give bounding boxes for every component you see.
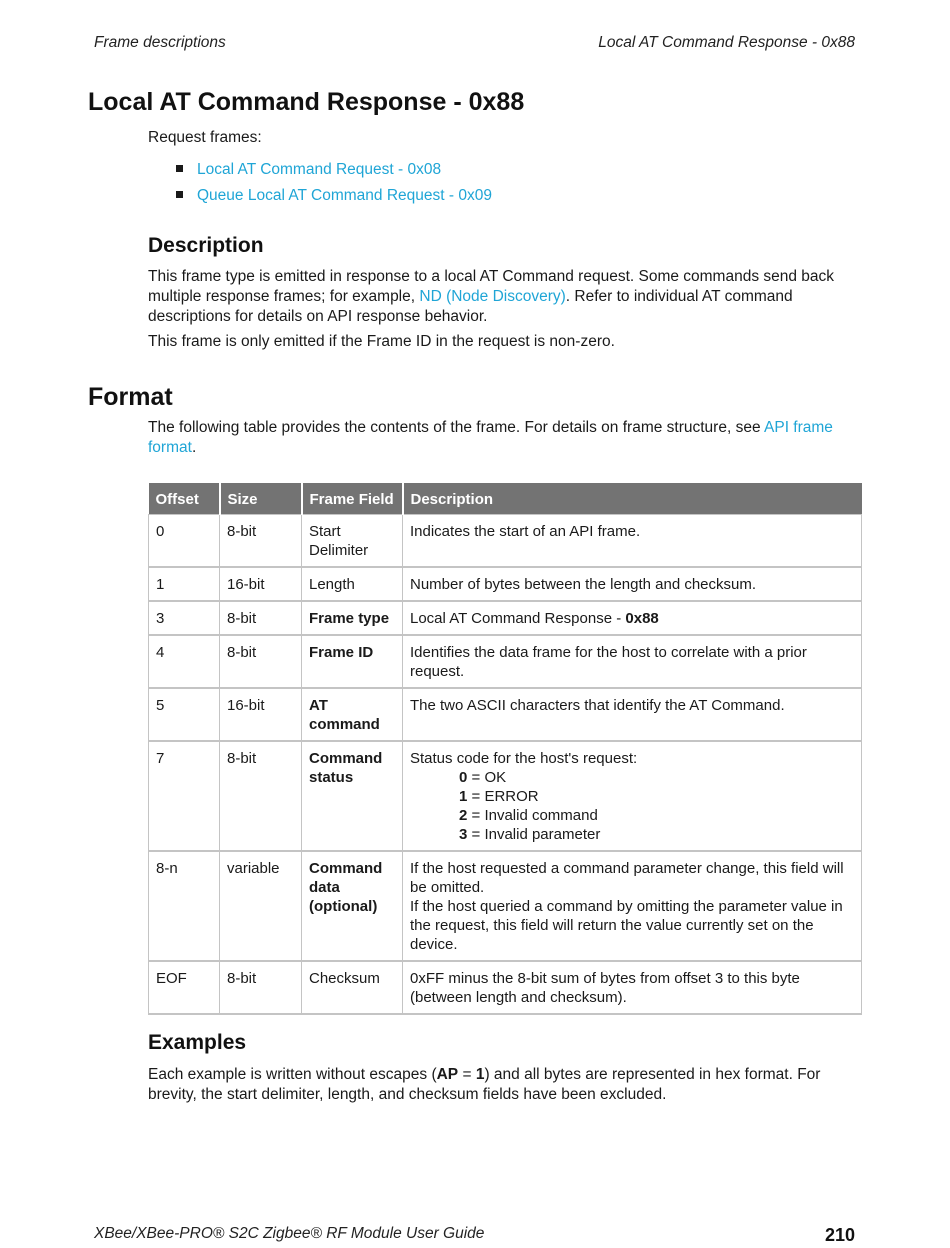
cell-size: 16-bit	[220, 688, 302, 741]
description-text: This frame type is emitted in response to a local AT Command request. Some commands send back multiple response frames; for example,	[148, 268, 835, 305]
bullet-icon	[176, 165, 183, 172]
column-header-size: Size	[220, 483, 302, 515]
frame-type-value: 0x88	[625, 610, 659, 627]
ap-setting: AP	[436, 1066, 459, 1083]
table-row	[149, 515, 862, 568]
examples-text: Each example is written without escapes (	[148, 1066, 437, 1083]
frame-type-text: Local AT Command Response -	[410, 610, 626, 627]
description-note: This frame is only emitted if the Frame ID in the request is non-zero.	[148, 333, 615, 350]
cell-field: Command data (optional)	[302, 851, 403, 961]
status-code-text: = OK	[467, 769, 507, 786]
description-heading: Description	[148, 234, 264, 257]
table-row	[149, 741, 862, 851]
cell-field: Frame type	[302, 601, 403, 635]
list-item	[176, 160, 492, 186]
description-paragraph	[148, 267, 858, 327]
cell-offset: 5	[149, 688, 220, 741]
cell-description	[403, 741, 862, 851]
cell-description: Number of bytes between the length and checksum.	[403, 567, 862, 601]
request-frame-link[interactable]: Local AT Command Request - 0x08	[197, 161, 442, 178]
column-header-offset: Offset	[149, 483, 220, 515]
column-header-description: Description	[403, 483, 862, 515]
cell-field: Length	[302, 567, 403, 601]
format-text-end: .	[191, 439, 197, 456]
column-header-frame-field: Frame Field	[302, 483, 403, 515]
command-data-desc-1: If the host requested a command parameter change, this field will be omitted.	[410, 860, 844, 896]
status-code: 2	[459, 807, 468, 824]
cell-description	[403, 601, 862, 635]
examples-text-eq: =	[458, 1066, 476, 1083]
status-code-text: = ERROR	[467, 788, 539, 805]
ap-value: 1	[475, 1066, 485, 1083]
cell-description: 0xFF minus the 8-bit sum of bytes from offset 3 to this byte (between length and checksum).	[403, 961, 862, 1014]
cell-size: variable	[220, 851, 302, 961]
format-text: The following table provides the contents of the frame. For details on frame structure, see	[148, 419, 765, 436]
command-data-desc-2: If the host queried a command by omitting the parameter value in the request, this field will return the value currently set on the device.	[410, 898, 843, 953]
cell-field: Checksum	[302, 961, 403, 1014]
cell-size: 8-bit	[220, 601, 302, 635]
cell-field: AT command	[302, 688, 403, 741]
format-heading: Format	[88, 383, 173, 411]
status-code-text: = Invalid parameter	[467, 826, 601, 843]
cell-offset: 0	[149, 515, 220, 568]
cell-size: 8-bit	[220, 741, 302, 851]
status-code-line	[410, 825, 855, 844]
status-code-line	[410, 806, 855, 825]
page-title: Local AT Command Response - 0x88	[88, 88, 525, 116]
request-frames-label: Request frames:	[148, 129, 262, 146]
cell-description	[403, 851, 862, 961]
examples-text-end: ) and all bytes are represented in hex format. For brevity, the start delimiter, length, and checksum fields have been excluded.	[148, 1066, 821, 1103]
format-paragraph	[148, 418, 860, 458]
status-code-line	[410, 787, 855, 806]
bullet-icon	[176, 191, 183, 198]
table-row	[149, 601, 862, 635]
cell-offset: 4	[149, 635, 220, 688]
cell-description: The two ASCII characters that identify the AT Command.	[403, 688, 862, 741]
table-row	[149, 688, 862, 741]
running-header-topic: Local AT Command Response - 0x88	[598, 34, 855, 51]
description-text-end: . Refer to individual AT command descriptions for details on API response behavior.	[148, 288, 793, 325]
examples-paragraph	[148, 1065, 860, 1105]
request-frames-list	[176, 160, 492, 212]
cell-field: Frame ID	[302, 635, 403, 688]
cell-size: 16-bit	[220, 567, 302, 601]
status-code: 3	[459, 826, 468, 843]
table-header-row	[149, 483, 862, 515]
status-intro: Status code for the host's request:	[410, 750, 638, 767]
examples-heading: Examples	[148, 1031, 247, 1054]
cell-offset: 1	[149, 567, 220, 601]
status-code: 1	[459, 788, 468, 805]
cell-offset: 7	[149, 741, 220, 851]
status-code: 0	[459, 769, 468, 786]
cell-size: 8-bit	[220, 635, 302, 688]
cell-size: 8-bit	[220, 515, 302, 568]
cell-description: Identifies the data frame for the host to correlate with a prior request.	[403, 635, 862, 688]
page-number: 210	[824, 1225, 855, 1245]
cell-offset: EOF	[149, 961, 220, 1014]
cell-field: Command status	[302, 741, 403, 851]
table-row	[149, 635, 862, 688]
cell-description: Indicates the start of an API frame.	[403, 515, 862, 568]
running-header-section: Frame descriptions	[94, 34, 226, 51]
table-row	[149, 961, 862, 1014]
status-code-line	[410, 768, 855, 787]
table-row	[149, 567, 862, 601]
cell-offset: 3	[149, 601, 220, 635]
list-item	[176, 186, 492, 212]
frame-table	[148, 483, 862, 1015]
status-code-text: = Invalid command	[467, 807, 598, 824]
cell-size: 8-bit	[220, 961, 302, 1014]
api-frame-format-link[interactable]: API frame format	[148, 419, 833, 456]
cell-offset: 8-n	[149, 851, 220, 961]
cell-field: Start Delimiter	[302, 515, 403, 568]
footer-guide-title: XBee/XBee-PRO® S2C Zigbee® RF Module User Guide	[94, 1225, 485, 1242]
node-discovery-link[interactable]: ND (Node Discovery)	[419, 288, 566, 305]
table-row	[149, 851, 862, 961]
queue-request-frame-link[interactable]: Queue Local AT Command Request - 0x09	[197, 187, 492, 204]
